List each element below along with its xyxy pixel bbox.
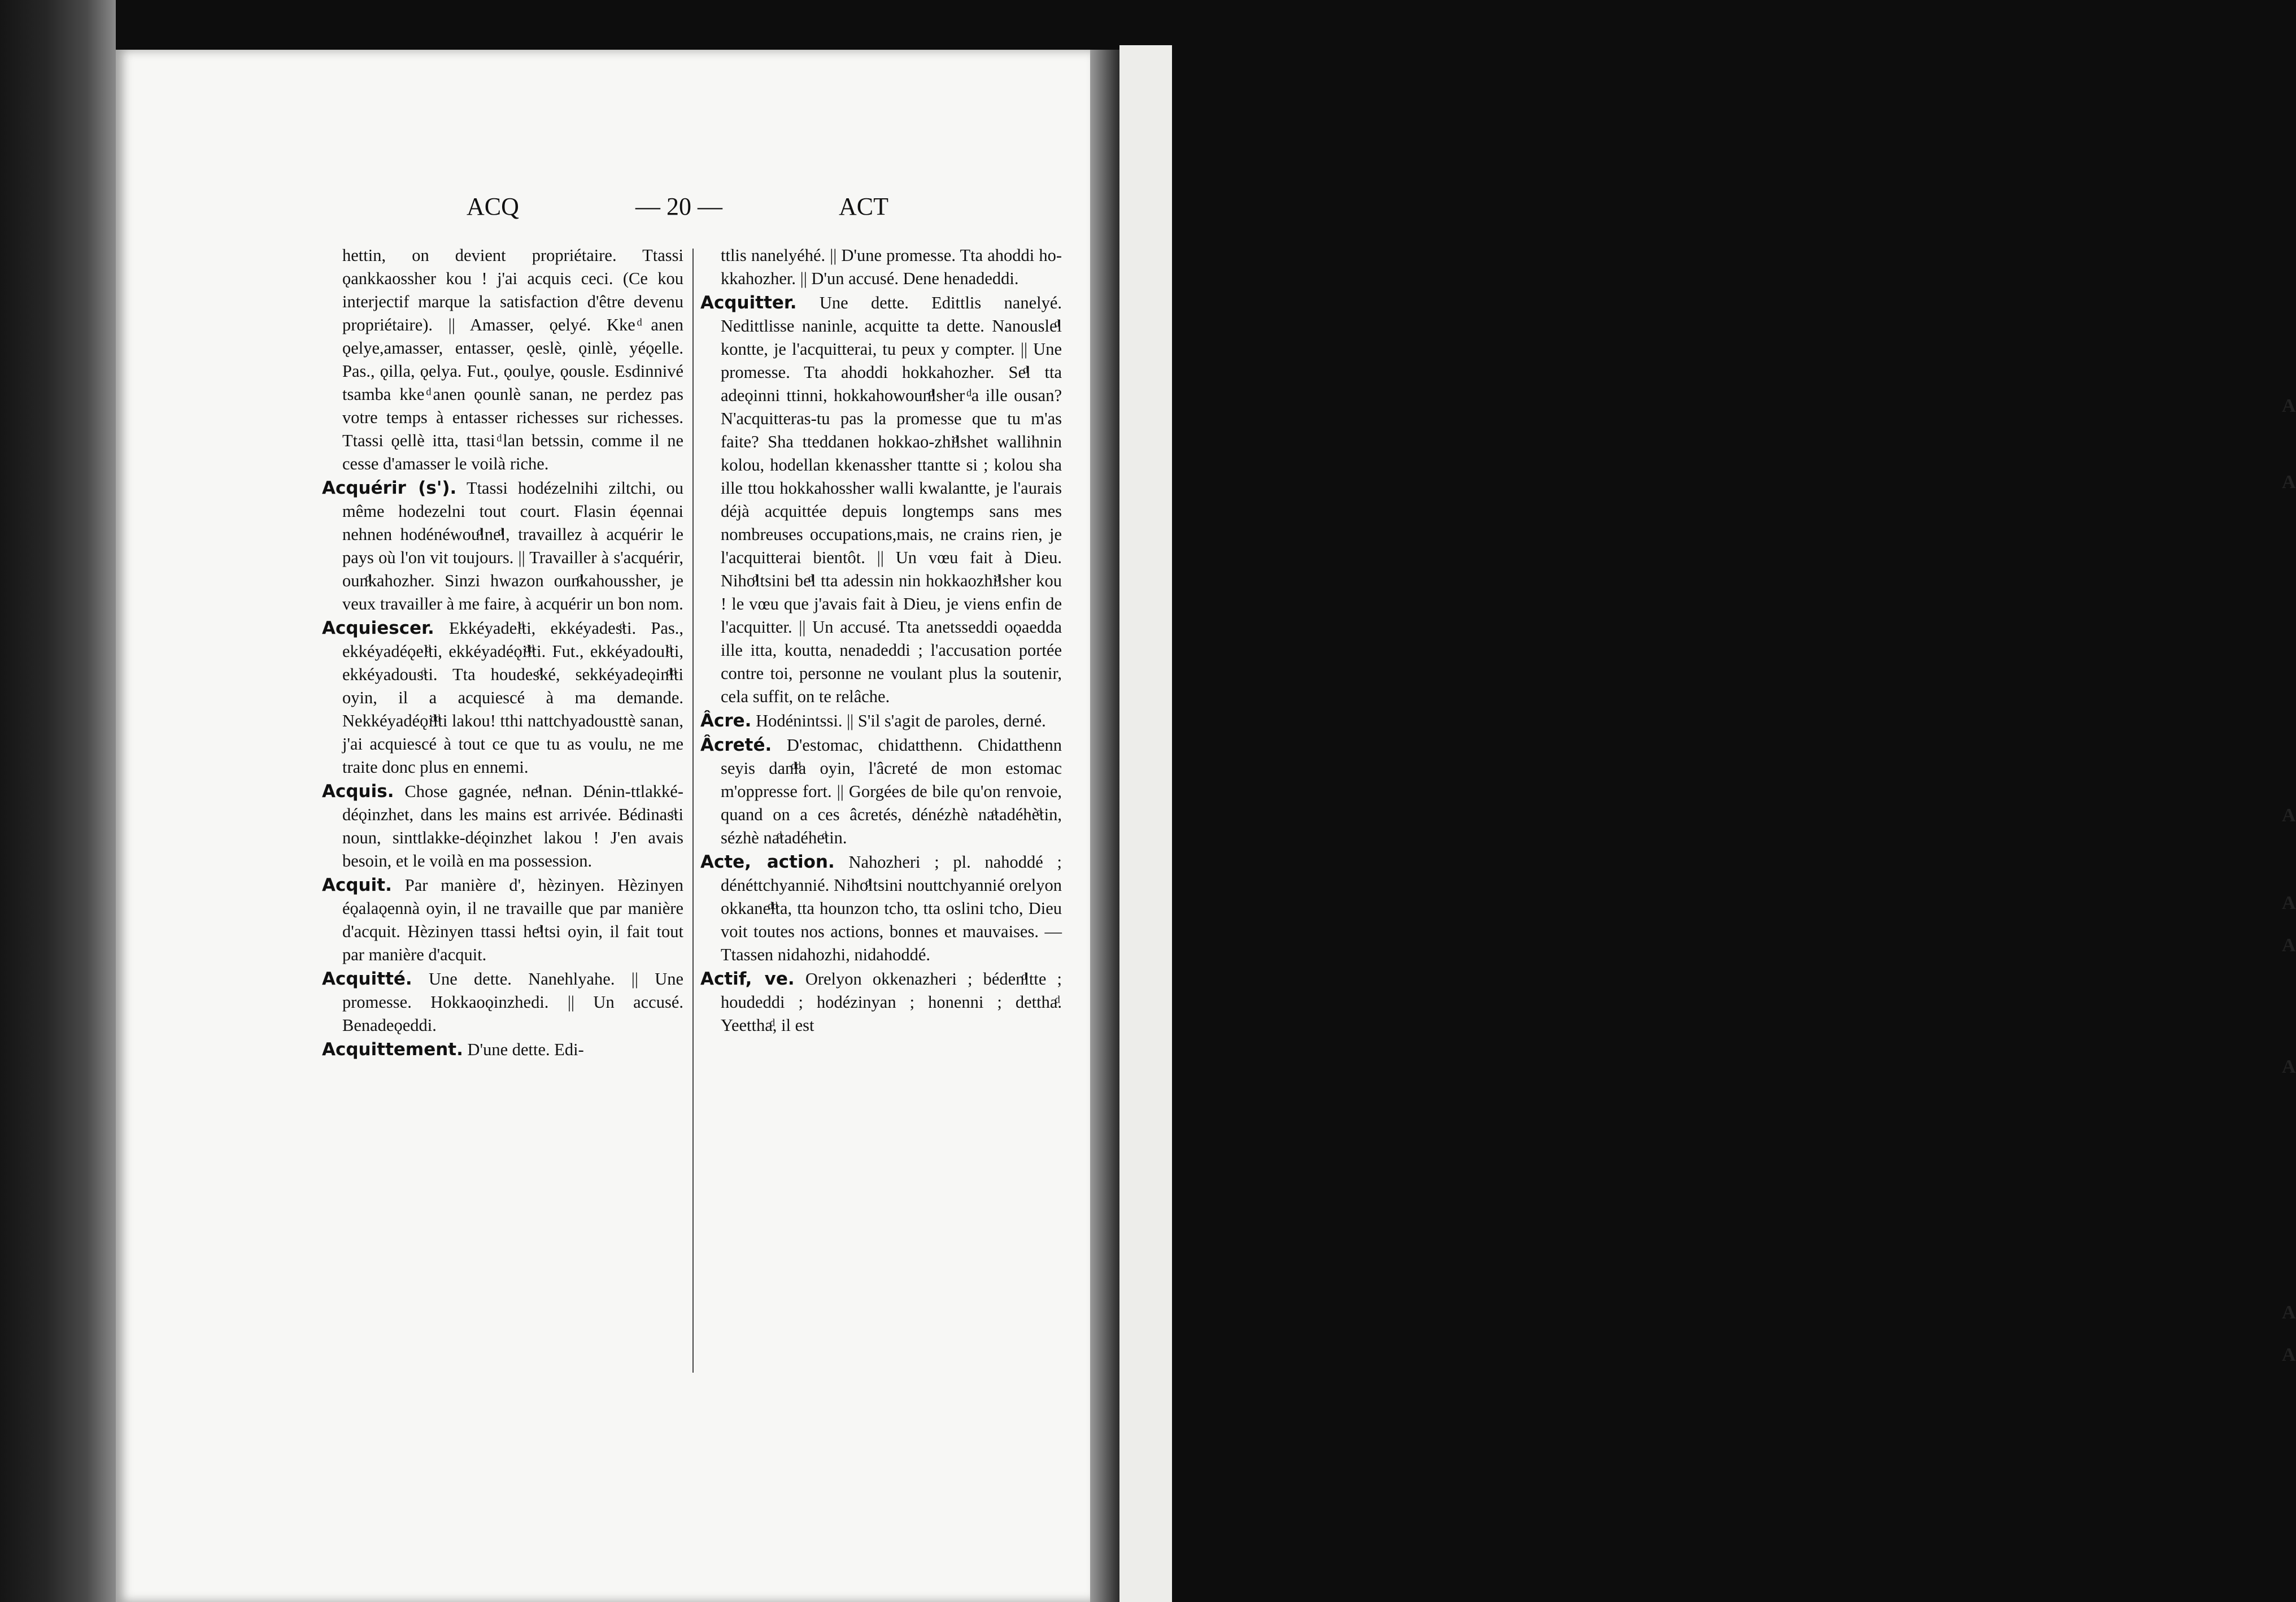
- entry-text: hettin, on devient propriétaire. Ttassi ǫankkaossher kou ! j'ai acquis ceci. (Ce kou interjectif marque la satisfaction d'être devenu propriétaire). || Amasser, ǫelyé. Kke ͩanen ǫelye,amasser, entasser, ǫeslè, ǫinlè, yéǫelle. Pas., ǫilla, ǫelya. Fut., ǫoulye, ǫousle. Esdinnivé tsamba kke ͩanen ǫounlè sanan, ne perdez pas votre temps à entasser richesses sur richesses. Ttassi ǫellè itta, ttasi ͩlan betssin, comme il ne cesse d'amasser le voilà riche.: [342, 246, 683, 473]
- header-right-guideword: ACT: [839, 193, 888, 220]
- entry-text: D'estomac, chidatthenn. Chidatthenn seyis danͩlͩa oyin, l'âcreté de mon estomac m'oppresse fort. || Gorgées de bile qu'on renvoie, quand on a ces âcretés, dénézhè naͩtadéhèͩtin, sézhè naͩtadéheͩtin.: [721, 735, 1062, 847]
- next-page-strip: [1119, 45, 2296, 1602]
- entry-headword: Acquitté.: [322, 969, 412, 989]
- dictionary-entry: [700, 968, 1062, 1037]
- strip-letter: A: [2282, 472, 2296, 493]
- entry-headword: Âcreté.: [700, 735, 772, 755]
- entry-text: Chose gagnée, neͩlnan. Dénin-ttlakké-déǫinzhet, dans les mains est arrivée. Bédinasͩti noun, sinttlakke-déǫinzhet lakou ! J'en avais besoin, et le voilà en ma possession.: [342, 782, 683, 870]
- dictionary-entry: [322, 477, 683, 616]
- dictionary-entry: [322, 780, 683, 873]
- entry-text: Hodénintssi. || S'il s'agit de paroles, derné.: [756, 711, 1046, 730]
- strip-letter: A: [2282, 1056, 2296, 1077]
- scan-left-margin: [0, 0, 116, 1602]
- dictionary-entry: [322, 244, 683, 476]
- entry-text: ttlis nanelyéhé. || D'une promesse. Tta ahoddi ho-kkahozher. || D'un accusé. Dene henadeddi.: [721, 246, 1062, 288]
- strip-letter: A: [2282, 395, 2296, 416]
- dictionary-entry: [700, 734, 1062, 850]
- dictionary-entry: [322, 1038, 683, 1061]
- entry-headword: Acquit.: [322, 875, 392, 895]
- dictionary-entry: [322, 968, 683, 1037]
- dictionary-entry: [700, 291, 1062, 708]
- entry-headword: Acquérir (s').: [322, 478, 457, 498]
- entry-headword: Acquitter.: [700, 293, 797, 313]
- entry-headword: Âcre.: [700, 711, 752, 731]
- entry-headword: Acquiescer.: [322, 618, 434, 638]
- entry-text: Par manière d', hèzinyen. Hèzinyen éǫalaǫennà oyin, il ne travaille que par manière d'acquit. Hèzinyen ttassi heͩltsi oyin, il fait tout par manière d'acquit.: [342, 876, 684, 964]
- right-column: [700, 244, 1062, 1038]
- entry-text: Nahozheri ; pl. nahoddé ; dénéttchyannié. Nihoͩltsini nouttchyannié orelyon okkaneͩlͩta, tta hounzon tcho, tta oslini tcho, Dieu voit toutes nos actions, bonnes et mauvaises. — Ttassen nidahozhi, nidahoddé.: [721, 852, 1062, 964]
- entry-text: Ekkéyadelͩti, ekkéyadesͩti. Pas., ekkéyadéǫelͩti, ekkéyadéǫiͩlͩti. Fut., ekkéyadoulͩti, ekkéyadousͩti. Tta houdesͩké, sekkéyadeǫinͩlͩti oyin, il a acquiescé à ma demande. Nekkéyadéǫiͩlͩti lakou! tthi nattchyadousttè sanan, j'ai acquiescé à tout ce que tu as voulu, ne me traite donc plus en ennemi.: [342, 619, 683, 777]
- dictionary-entry: [700, 244, 1062, 290]
- entry-headword: Acquis.: [322, 781, 394, 802]
- entry-text: D'une dette. Edi-: [467, 1040, 584, 1059]
- dictionary-entry: [322, 874, 683, 967]
- left-column: [322, 244, 683, 1063]
- entry-headword: Actif, ve.: [700, 969, 795, 989]
- page-number: — 20 —: [635, 193, 722, 220]
- entry-headword: Acquittement.: [322, 1039, 463, 1060]
- strip-letter: A: [2282, 935, 2296, 956]
- running-header: [0, 192, 1172, 226]
- dictionary-entry: [700, 851, 1062, 967]
- dictionary-entry: [322, 617, 683, 779]
- entry-text: Orelyon okkenazheri ; bédenͩltte ; houdeddi ; hodézinyan ; honenni ; detthaͩ. Yeetthaͩ, il est: [721, 969, 1062, 1035]
- dictionary-entry: [700, 709, 1062, 733]
- strip-letter: A: [2282, 1344, 2296, 1365]
- entry-text: Une dette. Nanehlyahe. || Une promesse. Hokkaoǫinzhedi. || Un accusé. Benadeǫeddi.: [342, 969, 684, 1035]
- header-left-guideword: ACQ: [467, 193, 519, 220]
- entry-text: Ttassi hodézelnihi ziltchi, ou même hodezelni tout court. Flasin éǫennai nehnen hodénéwouͩlneͩl, travaillez à acquérir le pays où l'on vit toujours. || Travailler à s'acquérir, ounͩkahozher. Sinzi hwazon ounͩkahoussher, je veux travailler à me faire, à acquérir un bon nom.: [342, 478, 684, 613]
- strip-letter: A: [2282, 893, 2296, 913]
- column-divider: [692, 249, 694, 1373]
- strip-letter: A: [2282, 1302, 2296, 1323]
- entry-text: Une dette. Edittlis nanelyé. Nedittlisse naninle, acquitte ta dette. Nanousleͩl kontte, je l'acquitterai, tu peux y compter. || Une promesse. Tta ahoddi hokkahozher. Seͩl tta adeǫinni ttinni, hokkahowounͩlsher ͩa ille ousan? N'acquitteras-tu pas la promesse que tu m'as faite? Sha tteddanen hokkao-zhiͩlshet wallihnin kolou, hodellan kkenassher ttantte si ; kolou sha ille ttou hokkahossher walli kwalantte, je l'aurais déjà acquittée depuis longtemps sans mes nombreuses occupations,mais, ne crains rien, je l'acquitterai bientôt. || Un vœu fait à Dieu. Nihoͩltsini beͩl tta adessin nin hokkaozhiͩlsher kou ! le vœu que j'avais fait à Dieu, je viens enfin de l'acquitter. || Un accusé. Tta anetsseddi oǫaedda ille itta, koutta, nenadeddi ; l'accusation portée contre toi, personne ne voulant plus la soutenir, cela suffit, on te relâche.: [721, 293, 1062, 706]
- page-gutter-shadow: [1090, 50, 1119, 1602]
- strip-letter: A: [2282, 805, 2296, 826]
- entry-headword: Acte, action.: [700, 852, 835, 872]
